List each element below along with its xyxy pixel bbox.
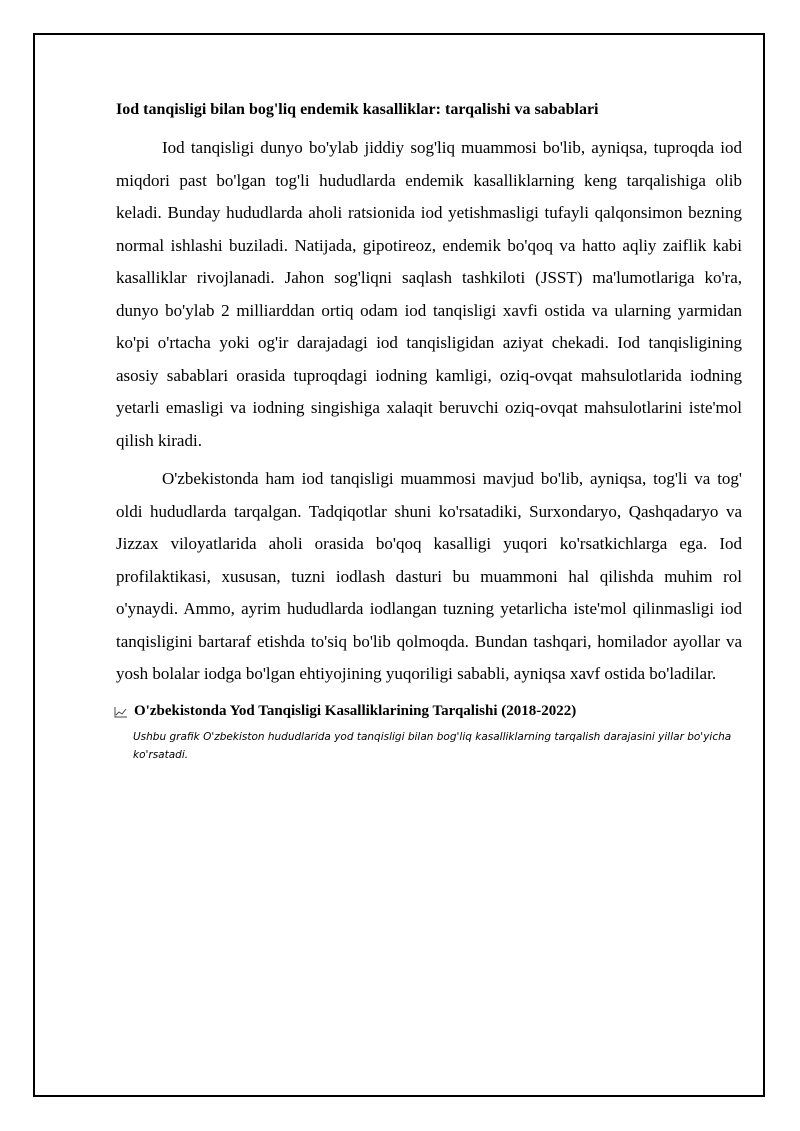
document-body <box>116 99 742 764</box>
paragraph-2: O'zbekistonda ham iod tanqisligi muammosi mavjud bo'lib, ayniqsa, tog'li va tog' oldi hududlarda tarqalgan. Tadqiqotlar shuni ko'rsatadiki, Surxondaryo, Qashqadaryo va Jizzax viloyatlarida aholi orasida bo'qoq kasalligi yuqori ko'rsatkichlarga ega. Iod profilaktikasi, xususan, tuzni iodlash dasturi bu muammoni hal qilishda muhim rol o'ynaydi. Ammo, ayrim hududlarda iodlangan tuzning yetarlicha iste'mol qilinmasligi iod tanqisligini bartaraf etishda to'siq bo'lib qolmoqda. Bundan tashqari, homilador ayollar va yosh bolalar iodga bo'lgan ehtiyojining yuqoriligi sababli, ayniqsa xavf ostida bo'ladilar. <box>116 469 742 683</box>
paragraph-1: Iod tanqisligi dunyo bo'ylab jiddiy sog'liq muammosi bo'lib, ayniqsa, tuproqda iod miqdori past bo'lgan tog'li hududlarda endemik kasalliklarning keng tarqalishiga olib keladi. Bunday hududlarda aholi ratsionida iod yetishmasligi tufayli qalqonsimon bezning normal ishlashi buziladi. Natijada, gipotireoz, endemik bo'qoq va hatto aqliy zaiflik kabi kasalliklar rivojlanadi. Jahon sog'liqni saqlash tashkiloti (JSST) ma'lumotlariga ko'ra, dunyo bo'ylab 2 milliarddan ortiq odam iod tanqisligi xavfi ostida va ularning yarmidan ko'pi o'rtacha yoki og'ir darajadagi iod tanqisligidan aziyat chekadi. Iod tanqisligining asosiy sabablari orasida tuproqdagi iodning kamligi, oziq-ovqat mahsulotlarida iodning yetarli emasligi va iodning singishiga xalaqit beruvchi oziq-ovqat mahsulotlarini iste'mol qilish kiradi. <box>116 138 742 450</box>
chart-title: O'zbekistonda Yod Tanqisligi Kasalliklarining Tarqalishi (2018-2022) <box>134 702 577 719</box>
chart-caption: Ushbu grafik O'zbekiston hududlarida yod tanqisligi bilan bog'liq kasalliklarning tarqalish darajasini yillar bo'yicha ko'rsatadi. <box>133 730 732 761</box>
line-chart-icon <box>114 705 128 717</box>
chart-title-row <box>116 701 742 721</box>
section-heading: Iod tanqisligi bilan bog'liq endemik kasalliklar: tarqalishi va sabablari <box>116 101 599 118</box>
